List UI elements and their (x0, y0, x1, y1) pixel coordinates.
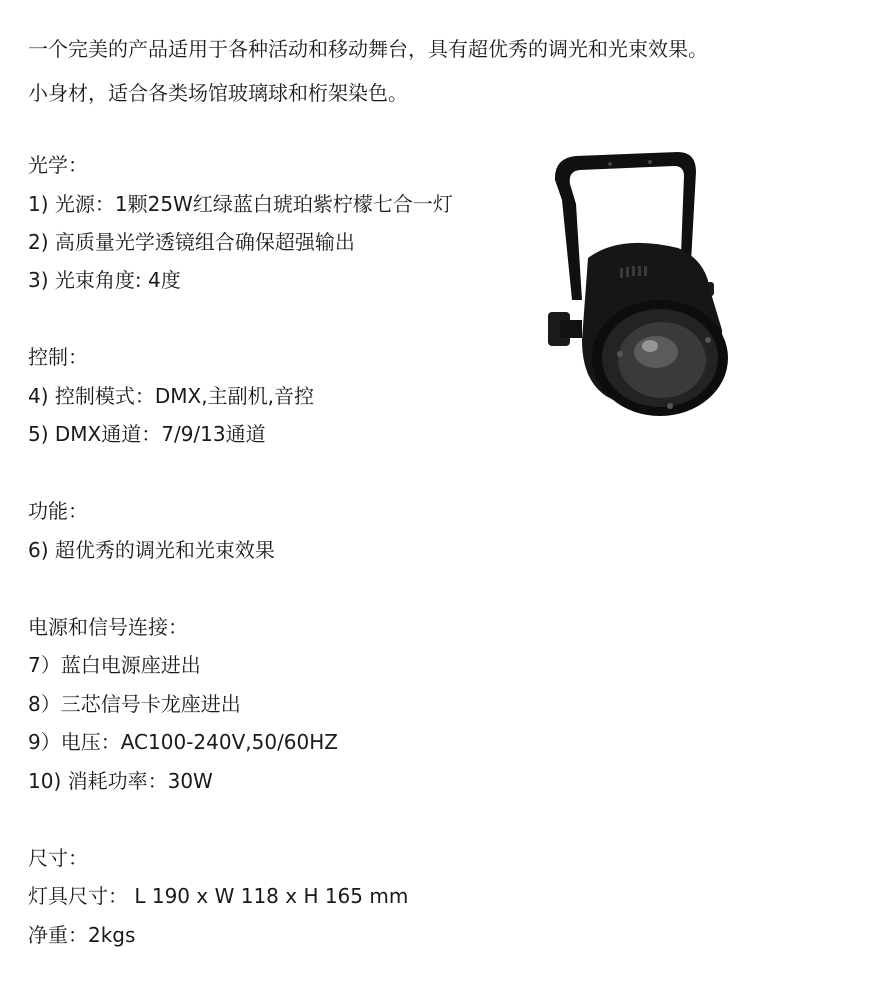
intro-line-2: 小身材，适合各类场馆玻璃球和桁架染色。 (28, 81, 408, 105)
size-weight: 净重：2kgs (28, 923, 136, 947)
size-heading: 尺寸： (28, 846, 88, 870)
control-item-4: 4) 控制模式：DMX,主副机,音控 (28, 384, 314, 408)
power-item-7: 7）蓝白电源座进出 (28, 653, 201, 677)
optics-item-3: 3) 光束角度: 4度 (28, 268, 181, 292)
optics-item-1: 1) 光源：1颗25W红绿蓝白琥珀紫柠檬七合一灯 (28, 192, 453, 216)
function-heading: 功能： (28, 499, 88, 523)
intro-line-1: 一个完美的产品适用于各种活动和移动舞台，具有超优秀的调光和光束效果。 (28, 37, 708, 61)
optics-heading: 光学： (28, 153, 88, 177)
product-image (510, 140, 760, 470)
size-dimensions: 灯具尺寸： L 190 x W 118 x H 165 mm (28, 884, 409, 908)
power-item-10: 10) 消耗功率：30W (28, 769, 213, 793)
power-item-9: 9）电压：AC100-240V,50/60HZ (28, 730, 338, 754)
function-item-6: 6) 超优秀的调光和光束效果 (28, 538, 275, 562)
power-heading: 电源和信号连接： (28, 615, 188, 639)
control-item-5: 5) DMX通道：7/9/13通道 (28, 422, 266, 446)
control-heading: 控制： (28, 345, 88, 369)
power-item-8: 8）三芯信号卡龙座进出 (28, 692, 241, 716)
optics-item-2: 2) 高质量光学透镜组合确保超强输出 (28, 230, 355, 254)
